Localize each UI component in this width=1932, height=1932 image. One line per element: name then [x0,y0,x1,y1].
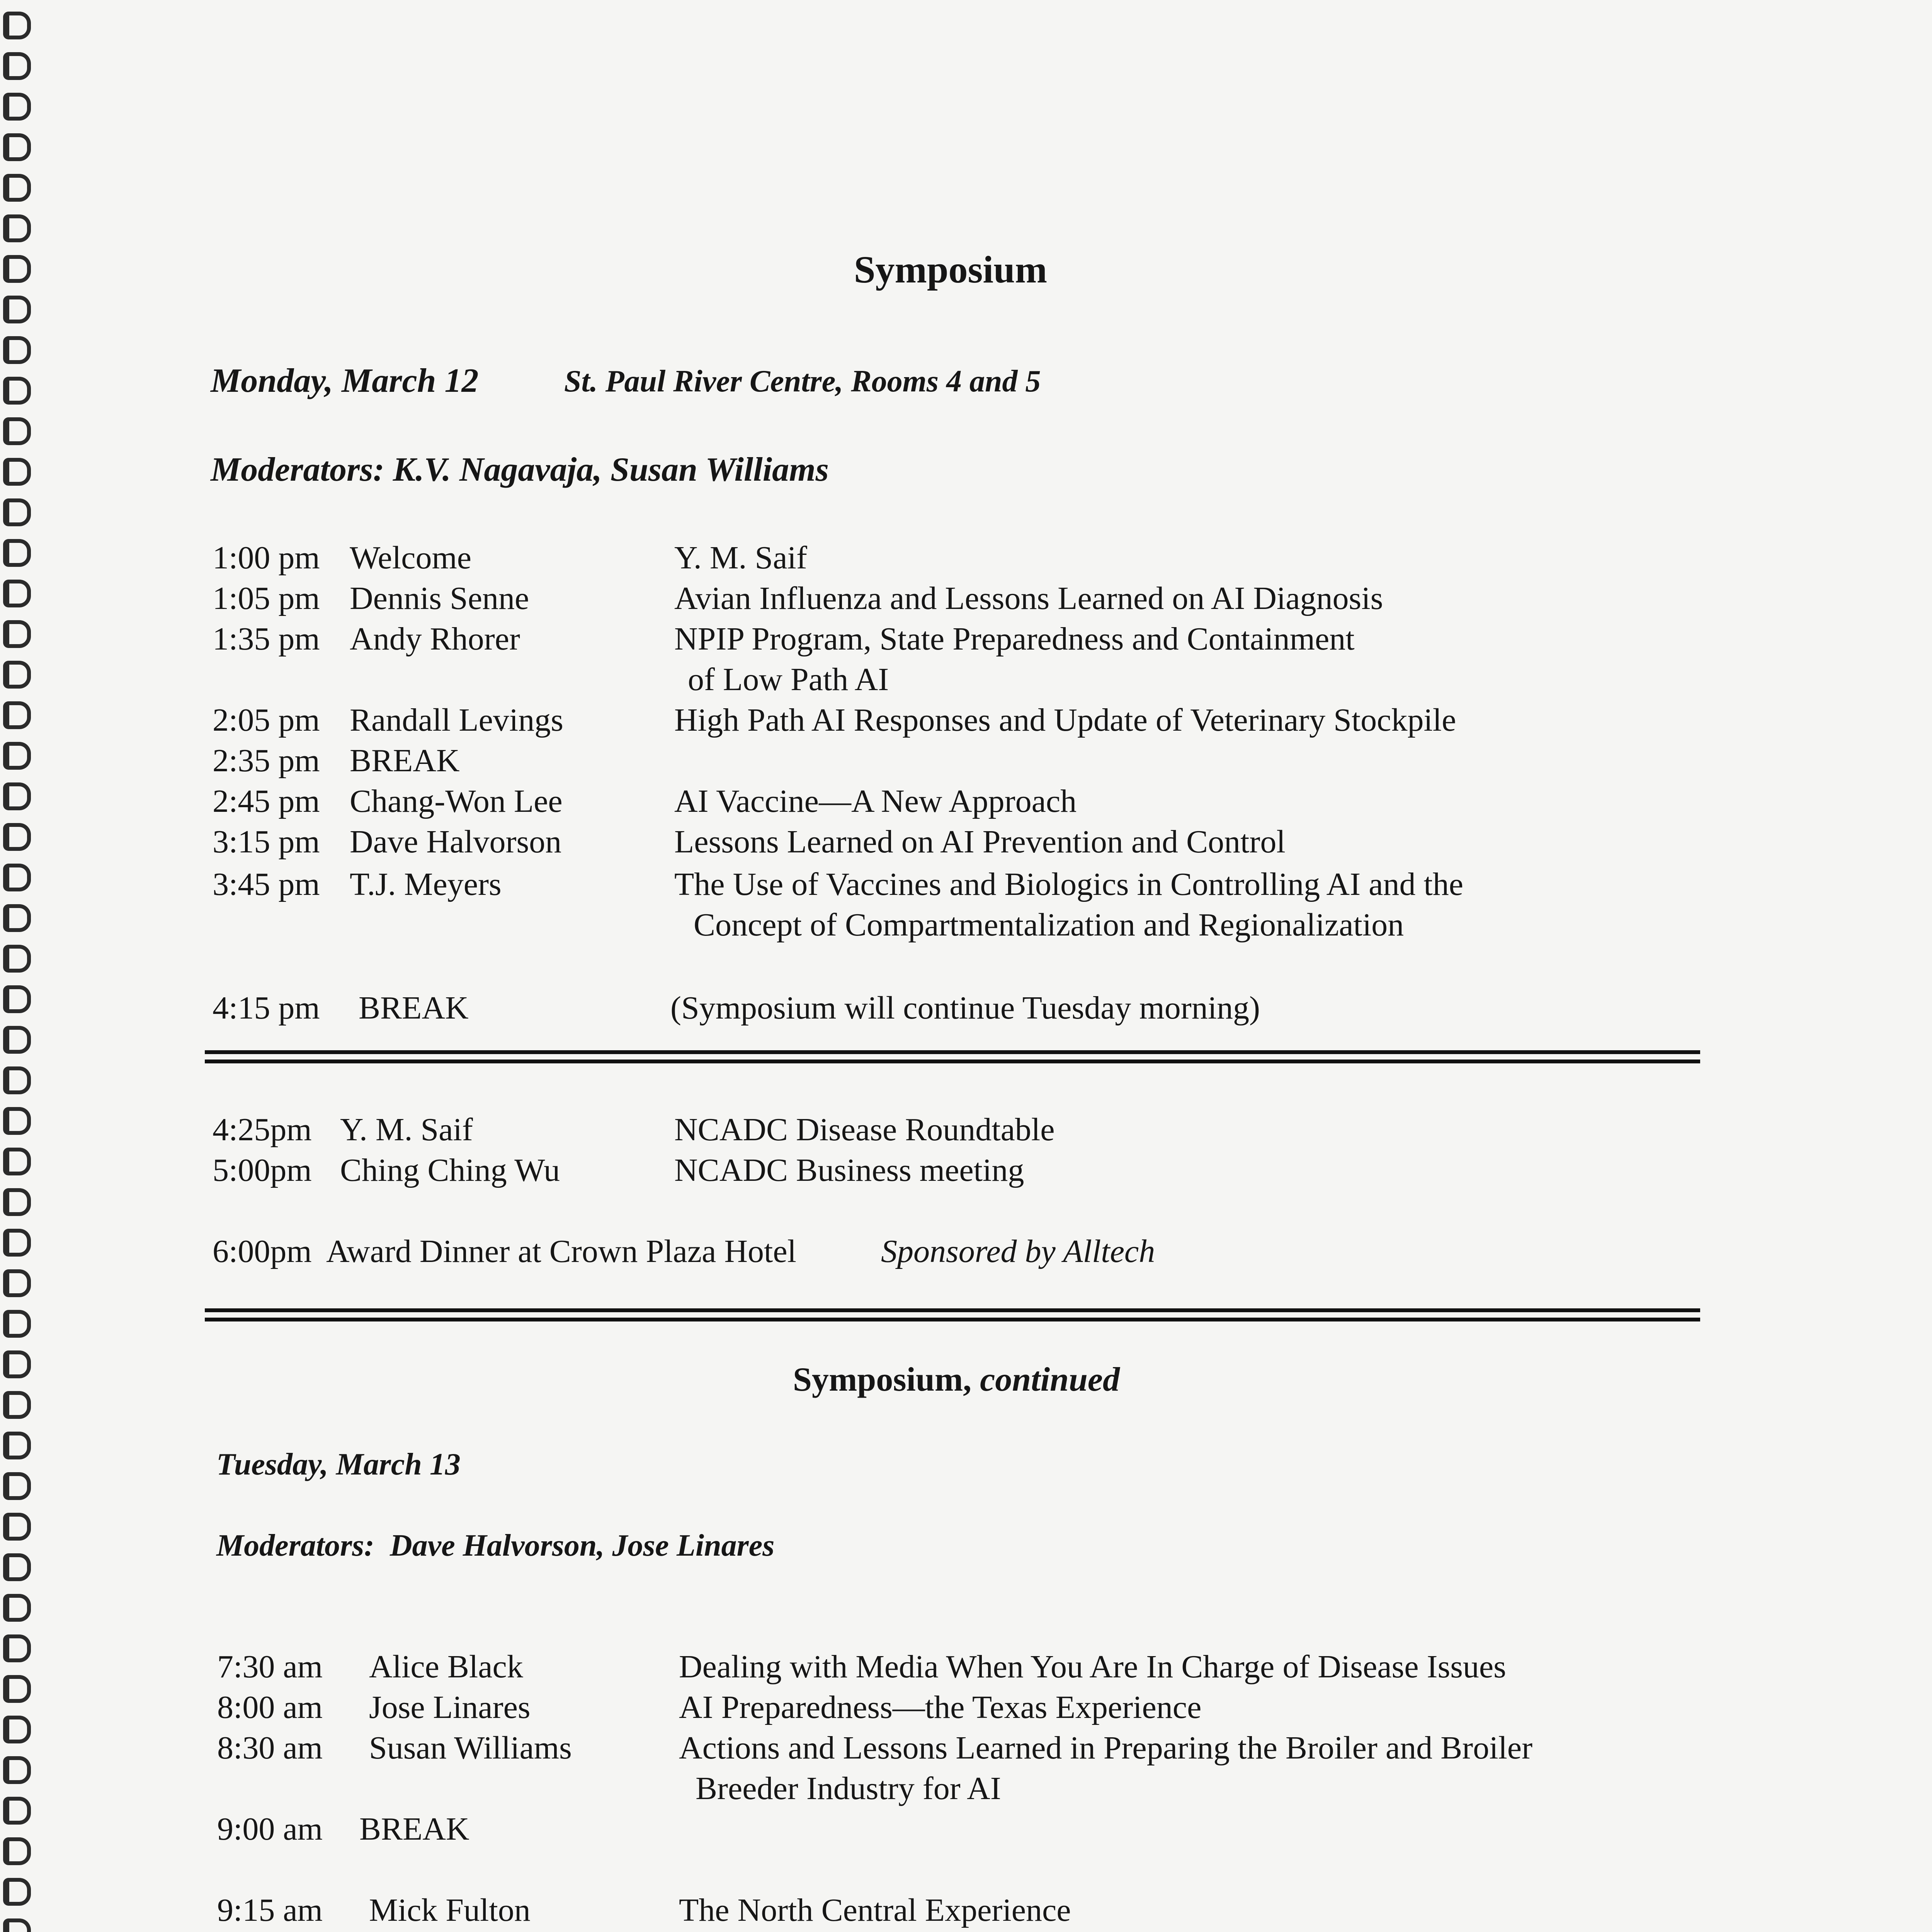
binding-ring [3,539,31,567]
session-time: 9:00 am [217,1811,323,1847]
binding-ring [3,904,31,932]
binding-ring [3,1066,31,1094]
session-time: 2:35 pm [213,743,320,779]
session-time: 5:00pm [213,1152,312,1188]
session-speaker: BREAK [359,1811,469,1847]
session-topic: AI Preparedness—the Texas Experience [679,1689,1202,1725]
session-time: 4:25pm [213,1112,312,1148]
session-speaker: Susan Williams [369,1730,572,1766]
session-time: 1:00 pm [213,540,320,576]
monday-venue: St. Paul River Centre, Rooms 4 and 5 [564,364,1041,398]
session-topic: NPIP Program, State Preparedness and Containment [674,621,1355,657]
tuesday-day: Tuesday, March 13 [216,1447,461,1481]
session-speaker: Ching Ching Wu [340,1152,560,1188]
session-topic: Y. M. Saif [674,540,807,576]
binding-ring [3,1310,31,1338]
session-speaker: Y. M. Saif [340,1112,473,1148]
binding-ring [3,1513,31,1541]
binding-ring [3,580,31,607]
binding-ring [3,1229,31,1257]
session-speaker: BREAK [359,990,469,1026]
binding-ring [3,417,31,445]
binding-ring [3,661,31,689]
session-speaker: Alice Black [369,1649,523,1685]
session-speaker: Randall Levings [350,702,563,738]
binding-ring [3,52,31,80]
page-title: Symposium [854,248,1048,291]
binding-ring [3,1837,31,1865]
binding-ring [3,823,31,851]
binding-ring [3,1148,31,1175]
session-speaker: T.J. Meyers [350,866,502,902]
monday-moderators: Moderators: K.V. Nagavaja, Susan Williams [211,451,829,488]
binding-ring [3,782,31,810]
binding-ring [3,1472,31,1500]
session-topic-cont: Breeder Industry for AI [696,1770,1001,1806]
binding-ring [3,1634,31,1662]
binding-ring [3,336,31,364]
binding-ring [3,1553,31,1581]
session-topic: High Path AI Responses and Update of Veterinary Stockpile [674,702,1456,738]
session-speaker: Andy Rhorer [350,621,520,657]
binding-ring [3,296,31,323]
dinner-sponsor: Sponsored by Alltech [881,1233,1155,1269]
binding-ring [3,1716,31,1743]
binding-ring [3,985,31,1013]
session-speaker: Jose Linares [369,1689,531,1725]
binding-ring [3,1675,31,1703]
session-speaker: BREAK [350,743,460,779]
binding-ring [3,1432,31,1459]
session-time: 2:45 pm [213,783,320,819]
tuesday-moderators: Moderators: Dave Halvorson, Jose Linares [216,1529,775,1563]
binding-ring [3,620,31,648]
binding-ring [3,1878,31,1906]
monday-day: Monday, March 12 [211,362,479,400]
binding-ring [3,1797,31,1825]
binding-ring [3,742,31,770]
binding-ring [3,1269,31,1297]
binding-ring [3,701,31,729]
binding-ring [3,945,31,973]
double-rule-divider [205,1308,1700,1321]
session-topic-cont: of Low Path AI [688,662,889,697]
binding-ring [3,864,31,891]
binding-ring [3,458,31,486]
session-speaker: Dennis Senne [350,580,529,616]
session-speaker: Mick Fulton [369,1892,531,1928]
session-time: 8:00 am [217,1689,323,1725]
session-topic: Lessons Learned on AI Prevention and Control [674,824,1286,860]
session-topic: AI Vaccine—A New Approach [674,783,1077,819]
continued-title: Symposium, [793,1361,972,1398]
session-topic-cont: Concept of Compartmentalization and Regionalization [694,907,1404,943]
session-time: 9:15 am [217,1892,323,1928]
session-time: 1:05 pm [213,580,320,616]
session-time: 4:15 pm [213,990,320,1026]
binding-ring [3,1918,31,1932]
binding-ring [3,1594,31,1622]
session-time: 1:35 pm [213,621,320,657]
dinner-text: 6:00pm Award Dinner at Crown Plaza Hotel [213,1233,796,1269]
session-topic: Dealing with Media When You Are In Charge of Disease Issues [679,1649,1506,1685]
session-topic: NCADC Business meeting [674,1152,1024,1188]
binding-ring [3,1756,31,1784]
session-topic: (Symposium will continue Tuesday morning) [670,990,1260,1026]
binding-ring [3,498,31,526]
session-topic: The North Central Experience [679,1892,1071,1928]
session-topic: Avian Influenza and Lessons Learned on AI Diagnosis [674,580,1383,616]
session-time: 2:05 pm [213,702,320,738]
session-speaker: Welcome [350,540,472,576]
binding-ring [3,1026,31,1054]
session-topic: The Use of Vaccines and Biologics in Controlling AI and the [674,866,1464,902]
session-topic: NCADC Disease Roundtable [674,1112,1055,1148]
session-speaker: Dave Halvorson [350,824,562,860]
binding-ring [3,133,31,161]
binding-ring [3,93,31,121]
session-topic: Actions and Lessons Learned in Preparing the Broiler and Broiler [679,1730,1533,1766]
double-rule-divider [205,1050,1700,1063]
continued-heading [0,1360,1913,1399]
session-time: 7:30 am [217,1649,323,1685]
binding-ring [3,12,31,39]
binding-ring [3,377,31,405]
session-speaker: Chang-Won Lee [350,783,563,819]
binding-ring [3,1188,31,1216]
binding-ring [3,1107,31,1135]
session-time: 3:45 pm [213,866,320,902]
binding-ring [3,214,31,242]
session-time: 3:15 pm [213,824,320,860]
session-time: 8:30 am [217,1730,323,1766]
binding-ring [3,174,31,202]
continued-suffix: continued [980,1361,1120,1398]
